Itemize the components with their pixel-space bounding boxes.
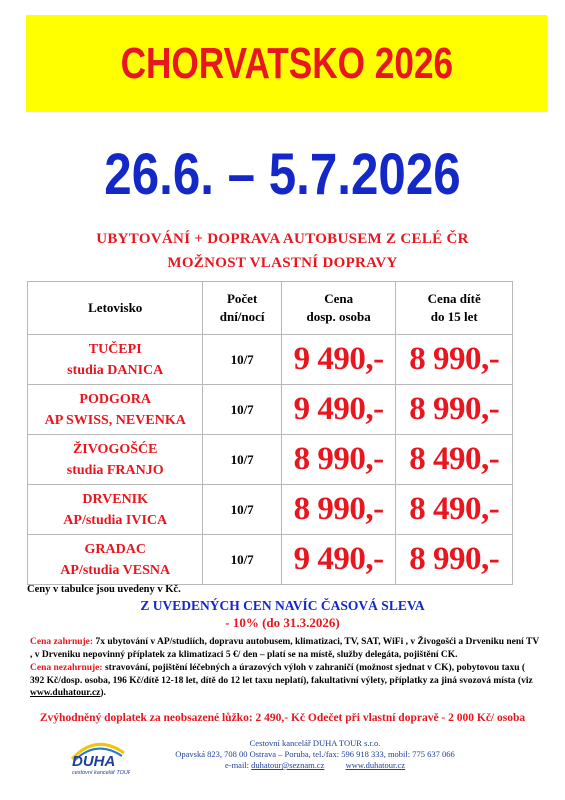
subtitle-own-transport: MOŽNOST VLASTNÍ DOPRAVY: [167, 255, 398, 271]
row-nights: 10/7: [203, 535, 281, 585]
row-destination: [28, 485, 203, 535]
footer-address: Opavská 823, 708 00 Ostrava – Poruba, tel./fax: 596 918 333, mobil: 775 637 066: [175, 749, 455, 759]
place-name: GRADAC: [84, 541, 146, 557]
header-child-price: [396, 282, 513, 335]
table-row: [28, 335, 513, 385]
price-table: [27, 281, 513, 585]
lodging-name: AP/studia VESNA: [60, 562, 171, 578]
row-nights: 10/7: [203, 335, 281, 385]
place-name: ŽIVOGOŠĆE: [72, 441, 158, 457]
logo-tagline: cestovní kancelář TOUR: [72, 770, 130, 776]
place-name: PODGORA: [79, 391, 151, 407]
table-header-row: [28, 282, 513, 335]
row-child-price: 8 490,-: [396, 435, 513, 485]
row-child-price: 8 990,-: [396, 335, 513, 385]
row-adult-price: 8 990,-: [281, 435, 396, 485]
website-link-inline[interactable]: www.duhatour.cz: [30, 688, 101, 698]
lodging-name: studia DANICA: [67, 362, 164, 378]
footer-email-link[interactable]: duhatour@seznam.cz: [251, 760, 325, 770]
price-excludes: [30, 662, 540, 700]
includes-text: 7x ubytování v AP/studiích, dopravu autobusem, klimatizaci, TV, SAT, WiFi , v Živogošći a Drveniku není TV , v Drveniku nepovinný příplatek za klimatizaci 5 €/ den – platí se na místě, služby delegáta, pojištění CK.: [30, 637, 540, 660]
table-row: [28, 535, 513, 585]
header-child-line1: Cena dítě: [427, 291, 481, 306]
header-nights-line2: dní/nocí: [219, 309, 265, 324]
lodging-name: studia FRANJO: [66, 462, 164, 478]
logo-name: DUHA: [72, 753, 116, 770]
row-child-price: 8 990,-: [396, 535, 513, 585]
row-adult-price: 9 490,-: [281, 535, 396, 585]
row-destination: [28, 335, 203, 385]
row-child-price: 8 490,-: [396, 485, 513, 535]
row-adult-price: 9 490,-: [281, 335, 396, 385]
row-destination: [28, 435, 203, 485]
row-destination: [28, 535, 203, 585]
discount-value: - 10% (do 31.3.2026): [225, 615, 340, 630]
includes-label: Cena zahrnuje:: [30, 637, 94, 647]
duha-tour-logo: [66, 737, 130, 777]
table-row: [28, 385, 513, 435]
page-title: CHORVATSKO 2026: [120, 38, 453, 88]
price-includes: [30, 636, 540, 661]
footer-separator: [324, 760, 345, 770]
duha-logo-icon: [66, 737, 130, 777]
lodging-name: AP/studia IVICA: [63, 512, 168, 528]
row-destination: [28, 385, 203, 435]
excludes-end: ).: [100, 688, 106, 698]
table-currency-note: Ceny v tabulce jsou uvedeny v Kč.: [27, 584, 181, 595]
table-row: [28, 485, 513, 535]
row-child-price: 8 990,-: [396, 385, 513, 435]
excludes-text: stravování, pojištění léčebných a úrazových výloh v zahraničí (možnost sjednat v CK), pobytovou taxu ( 392 Kč/dosp. osoba, 196 Kč/dítě 12-18 let, dítě do 12 let taxu neplatí), fakultativní výlety, příplatky za jiná svozová místa (viz: [30, 663, 533, 686]
excludes-label: Cena nezahrnuje:: [30, 663, 103, 673]
header-nights: [203, 282, 281, 335]
title-banner: [26, 15, 547, 112]
extra-charges: Zvýhodněný doplatek za neobsazené lůžko: 2 490,- Kč Odečet při vlastní dopravě - 2 000 Kč/ osoba: [39, 712, 526, 724]
header-nights-line1: Počet: [226, 291, 258, 306]
table-row: [28, 435, 513, 485]
trip-dates: 26.6. – 5.7.2026: [104, 142, 461, 207]
place-name: DRVENIK: [82, 491, 149, 507]
discount-heading: Z UVEDENÝCH CEN NAVÍC ČASOVÁ SLEVA: [140, 598, 425, 613]
row-nights: 10/7: [203, 485, 281, 535]
header-adult-line1: Cena: [324, 291, 354, 306]
footer-website-link[interactable]: www.duhatour.cz: [345, 760, 406, 770]
row-adult-price: 8 990,-: [281, 485, 396, 535]
header-child-line2: do 15 let: [430, 309, 478, 324]
row-nights: 10/7: [203, 385, 281, 435]
header-destination: Letovisko: [28, 282, 203, 335]
footer-contact: [150, 760, 480, 771]
row-nights: 10/7: [203, 435, 281, 485]
lodging-name: AP SWISS, NEVENKA: [44, 412, 186, 428]
row-adult-price: 9 490,-: [281, 385, 396, 435]
footer-company: Cestovní kancelář DUHA TOUR s.r.o.: [249, 738, 381, 748]
footer-email-prefix: e-mail:: [224, 760, 252, 770]
subtitle-transport: UBYTOVÁNÍ + DOPRAVA AUTOBUSEM Z CELÉ ČR: [96, 231, 469, 247]
place-name: TUČEPI: [88, 341, 142, 357]
header-adult-price: [281, 282, 396, 335]
header-adult-line2: dosp. osoba: [306, 309, 371, 324]
